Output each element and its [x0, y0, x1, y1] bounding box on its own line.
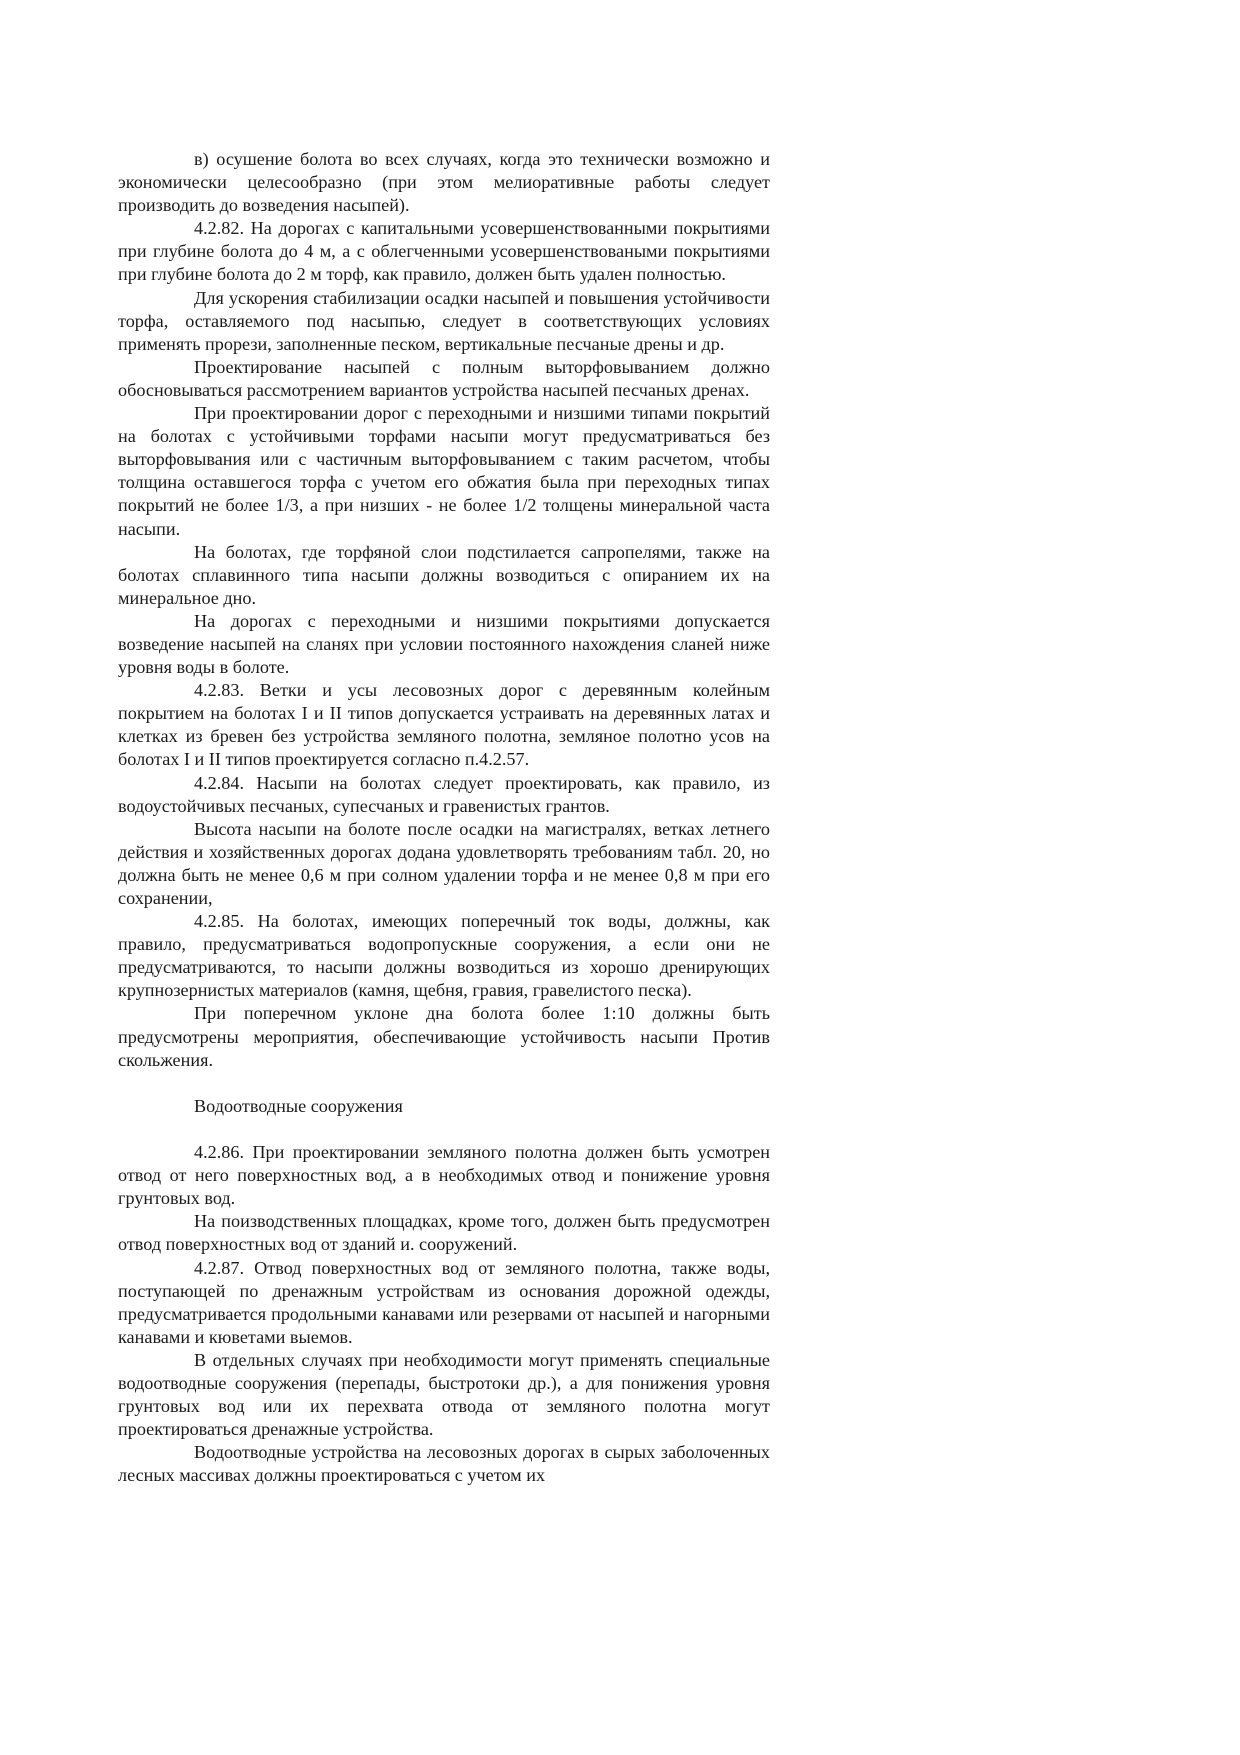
paragraph-drainage-swamp: в) осушение болота во всех случаях, когда это технически возможно и экономически целесообразно (при этом мелиоративные работы следует производить до возведения насыпей).: [118, 149, 770, 216]
paragraph-4-2-83: 4.2.83. Ветки и усы лесовозных дорог с деревянным колейным покрытием на болотах I и II типов допускается устраивать на деревянных латах и клетках из бревен без устройства земляного полотна, земляное полотно усов на болотах I и II типов проектируется согласно п.4.2.57.: [118, 680, 770, 770]
paragraph-embankment-height: Высота насыпи на болоте после осадки на магистралях, ветках летнего действия и хозяйственных дорогах додана удовлетворять требованиям табл. 20, но должна быть не менее 0,6 м при солном удалении торфа и не менее 0,8 м при его сохранении,: [118, 818, 770, 908]
paragraph-cross-slope: При поперечном уклоне дна болота более 1:10 должны быть предусмотрены мероприятия, обеспечивающие устойчивость насыпи Против скольжения.: [118, 1003, 770, 1070]
paragraph-slan-embankments: На дорогах с переходными и низшими покрытиями допускается возведение насыпей на сланях при условии постоянного нахождения сланей ниже уровня воды в болоте.: [118, 610, 770, 678]
paragraph-transitional-coverings: При проектировании дорог с переходными и низшими типами покрытий на болотах с устойчивыми торфами насыпи могут предусматриваться без выторфовывания или с частичным выторфовыванием с таким расчетом, чтобы толщина оставшегося торфа с учетом его обжатия была при переходных типах покрытий не более 1/3, а при низших - не более 1/2 толщены минеральной часта насыпи.: [118, 403, 770, 539]
paragraph-production-sites: На поизводственных площадках, кроме того, должен быть предусмотрен отвод поверхностных вод от зданий и. сооружений.: [118, 1211, 770, 1255]
paragraph-4-2-86: 4.2.86. При проектировании земляного полотна должен быть усмотрен отвод от него поверхностных вод, а в необходимых отвод и понижение уровня грунтовых вод.: [118, 1142, 770, 1209]
paragraph-4-2-84: 4.2.84. Насыпи на болотах следует проектировать, как правило, из водоустойчивых песчаных, супесчаных и гравенистых грантов.: [118, 772, 770, 816]
paragraph-logging-roads-drainage: Водоотводные устройства на лесовозных дорогах в сырых заболоченных лесных массивах должны проектироваться с учетом их: [118, 1442, 770, 1486]
paragraph-peat-removal-design: Проектирование насыпей с полным выторфовыванием должно обосновываться рассмотрением вариантов устройства насыпей песчаных дренах.: [118, 356, 770, 400]
section-heading: Водоотводные сооружения: [194, 1095, 403, 1116]
paragraph-sapropel-swamps: На болотах, где торфяной слои подстилается сапропелями, также на болотах сплавинного типа насыпи должны возводиться с опиранием их на минеральное дно.: [118, 541, 770, 608]
paragraph-4-2-87: 4.2.87. Отвод поверхностных вод от земляного полотна, также воды, поступающей по дренажным устройствам из основания дорожной одежды, предусматривается продольными канавами или резервами от насыпей и нагорными канавами и кюветами выемов.: [118, 1257, 770, 1347]
document-page: [118, 148, 770, 1487]
paragraph-4-2-85: 4.2.85. На болотах, имеющих поперечный ток воды, должны, как правило, предусматриваться водопропускные сооружения, а если они не предусматриваются, то насыпи должны возводиться из хорошо дренирующих крупнозернистых материалов (камня, щебня, гравия, гравелистого песка).: [118, 911, 770, 1001]
paragraph-special-structures: В отдельных случаях при необходимости могут применять специальные водоотводные сооружения (перепады, быстротоки др.), а для понижения уровня грунтовых вод или их перехвата отвода от земляного полотна могут проектироваться дренажные устройства.: [118, 1349, 770, 1440]
paragraph-stabilization: Для ускорения стабилизации осадки насыпей и повышения устойчивости торфа, оставляемого под насыпью, следует в соответствующих условиях применять прорези, заполненные песком, вертикальные песчаные дрены и др.: [118, 287, 770, 354]
paragraph-4-2-82: 4.2.82. На дорогах с капитальными усовершенствованными покрытиями при глубине болота до 4 м, а с облегченными усовершенствоваными покрытиями при глубине болота до 2 м торф, как правило, должен быть удален полностью.: [118, 218, 770, 285]
